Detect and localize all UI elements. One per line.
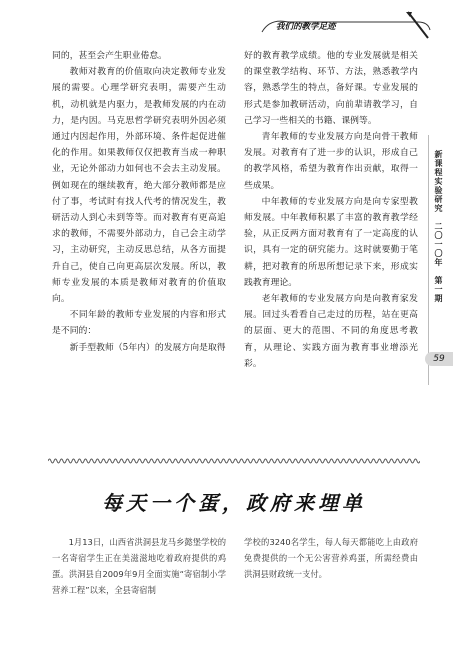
paragraph: 青年教师的专业发展方向是向骨干教师发展。对教育有了进一步的认识，形成自己的教学风格，希望为教育作出贡献，取得一些成果。 bbox=[244, 132, 418, 191]
article-paragraph: 学校的3240名学生，每人每天都能吃上由政府免费提供的一个无公害营养鸡蛋，所需经费由洪洞县财政统一支付。 bbox=[244, 537, 418, 579]
journal-issue-label: 新课程实验研究 二〇一〇年 第一期 bbox=[434, 150, 443, 303]
header-title: 我们的教学足迹 bbox=[276, 22, 336, 32]
left-column bbox=[52, 48, 226, 356]
article-right-column bbox=[244, 534, 418, 582]
section-divider bbox=[48, 456, 420, 466]
paragraph: 中年教师的专业发展方向是向专家型教师发展。中年教师积累了丰富的教育教学经验，从正反两方面对教育有了一定高度的认识，具有一定的研究能力。这时就要勤于笔耕，把对教育的所思所想记录下来，形成实践教育理论。 bbox=[244, 196, 418, 288]
paragraph: 好的教育教学成绩。他的专业发展就是相关的课堂教学结构、环节、方法，熟悉教学内容，熟悉学生的特点，备好课。专业发展的形式是参加教研活动，向前辈请教学习，自己学习一些相关的书籍、课例等。 bbox=[244, 51, 418, 126]
paragraph: 同的，甚至会产生职业倦怠。 bbox=[52, 51, 168, 61]
article-paragraph: 1月13日，山西省洪洞县龙马乡懿堡学校的一名寄宿学生正在美滋滋地吃着政府提供的鸡蛋。洪洞县自2009年9月全面实施“寄宿制小学营养工程”以来，全县寄宿制 bbox=[52, 537, 226, 595]
article-left-column bbox=[52, 534, 226, 598]
paragraph: 不同年龄的教师专业发展的内容和形式是不同的： bbox=[52, 310, 226, 337]
right-column bbox=[244, 48, 418, 372]
paragraph: 新手型教师（5年内）的发展方向是取得 bbox=[69, 342, 226, 353]
article-title: 每天一个蛋，政府来埋单 bbox=[102, 491, 366, 515]
paragraph: 老年教师的专业发展方向是向教育家发展。回过头看看自己走过的历程，站在更高的层面、更大的范围、不同的角度思考教育，从理论、实践方面为教育事业增添光彩。 bbox=[244, 294, 418, 369]
page-number: 59 bbox=[425, 352, 453, 366]
paragraph: 教师对教育的价值取向决定教师专业发展的需要。心理学研究表明，需要产生动机，动机就是内驱力，是教师发展的内在动力，是内因。马克思哲学研究表明外因必须通过内因起作用，外部环境、条件起促进催化的作用。如果教师仅仅把教育当成一种职业，无论外部动力如何也不会去主动发展。例如现在的继续教育，绝大部分教师都是应付了事，考试时有找人代考的情况发生，教研活动人到心未到等等。而对教育有更高追求的教师，不需要外部动力，自己会主动学习，主动研究，主动反思总结，从各方面提升自己，使自己向更高层次发展。所以，教师专业发展的本质是教师对教育的价值取向。 bbox=[52, 67, 226, 305]
